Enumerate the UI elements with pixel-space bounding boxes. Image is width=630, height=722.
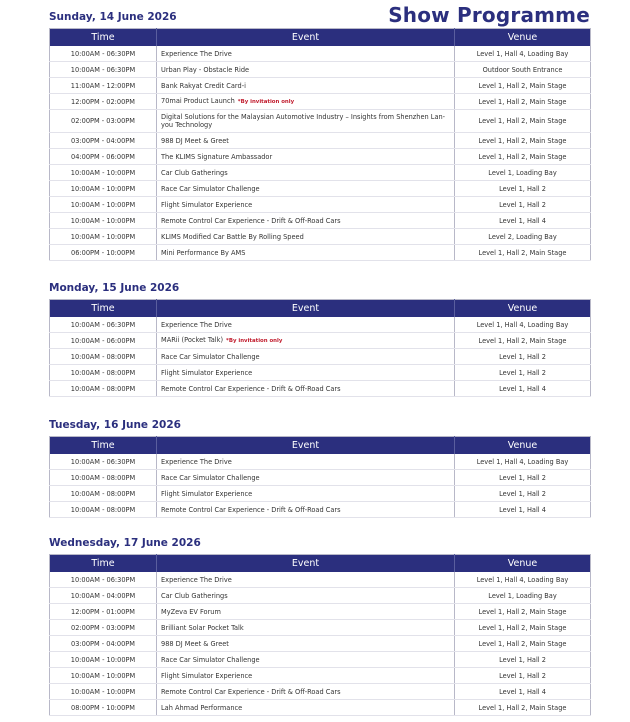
column-header-event: Event <box>157 555 455 573</box>
row-event-cell <box>157 149 455 165</box>
row-time: 10:00AM - 10:00PM <box>50 652 157 668</box>
table-row <box>50 470 591 486</box>
table-row <box>50 165 591 181</box>
row-time: 10:00AM - 10:00PM <box>50 197 157 213</box>
row-event: Remote Control Car Experience - Drift & Off-Road Cars <box>161 384 341 393</box>
row-event: MARii (Pocket Talk) <box>161 336 224 344</box>
row-event-cell <box>157 604 455 620</box>
row-event: Race Car Simulator Challenge <box>161 655 260 664</box>
table-row <box>50 181 591 197</box>
column-header-event: Event <box>157 29 455 47</box>
row-venue: Level 1, Hall 2, Main Stage <box>455 333 591 349</box>
row-time: 10:00AM - 10:00PM <box>50 181 157 197</box>
row-event-cell <box>157 78 455 94</box>
row-venue: Level 1, Hall 4 <box>455 502 591 518</box>
row-event: Bank Rakyat Credit Card-i <box>161 81 246 90</box>
row-event: Urban Play - Obstacle Ride <box>161 65 250 74</box>
row-event-cell <box>157 62 455 78</box>
day-heading: Sunday, 14 June 2026 <box>49 11 177 23</box>
column-header-venue: Venue <box>455 555 591 573</box>
row-time: 10:00AM - 06:30PM <box>50 62 157 78</box>
row-venue: Level 1, Hall 4, Loading Bay <box>455 572 591 588</box>
row-venue: Level 1, Hall 2, Main Stage <box>455 700 591 716</box>
row-event: Remote Control Car Experience - Drift & Off-Road Cars <box>161 687 341 696</box>
row-event: Lah Ahmad Performance <box>161 703 243 712</box>
row-event: MyZeva EV Forum <box>161 607 221 616</box>
table-header-row <box>50 29 591 47</box>
page-title: Show Programme <box>388 3 590 27</box>
column-header-event: Event <box>157 300 455 318</box>
row-event: Remote Control Car Experience - Drift & Off-Road Cars <box>161 216 341 225</box>
row-venue: Level 1, Hall 2, Main Stage <box>455 604 591 620</box>
row-event: Experience The Drive <box>161 49 232 58</box>
row-venue: Level 1, Hall 4 <box>455 381 591 397</box>
column-header-venue: Venue <box>455 300 591 318</box>
row-event: The KLIMS Signature Ambassador <box>161 152 273 161</box>
table-row <box>50 197 591 213</box>
table-row <box>50 454 591 470</box>
row-venue: Level 1, Hall 2 <box>455 652 591 668</box>
schedule-table <box>49 436 591 518</box>
table-row <box>50 604 591 620</box>
table-row <box>50 502 591 518</box>
row-event: Remote Control Car Experience - Drift & Off-Road Cars <box>161 505 341 514</box>
table-row <box>50 229 591 245</box>
row-time: 11:00AM - 12:00PM <box>50 78 157 94</box>
table-row <box>50 133 591 149</box>
row-time: 06:00PM - 10:00PM <box>50 245 157 261</box>
row-event-cell <box>157 46 455 62</box>
row-time: 10:00AM - 08:00PM <box>50 365 157 381</box>
row-event-cell <box>157 181 455 197</box>
day-section-monday <box>49 280 590 397</box>
row-time: 10:00AM - 06:30PM <box>50 454 157 470</box>
row-event: Mini Performance By AMS <box>161 248 246 257</box>
column-header-time: Time <box>50 29 157 47</box>
table-row <box>50 652 591 668</box>
row-venue: Level 1, Hall 2 <box>455 486 591 502</box>
table-row <box>50 365 591 381</box>
invitation-note: *By invitation only <box>237 99 295 105</box>
row-event-cell <box>157 588 455 604</box>
table-row <box>50 572 591 588</box>
schedule-table <box>49 554 591 716</box>
table-row <box>50 94 591 110</box>
row-time: 03:00PM - 04:00PM <box>50 133 157 149</box>
row-event-cell <box>157 94 455 110</box>
column-header-venue: Venue <box>455 29 591 47</box>
row-time: 10:00AM - 10:00PM <box>50 668 157 684</box>
row-time: 10:00AM - 08:00PM <box>50 349 157 365</box>
table-row <box>50 588 591 604</box>
row-event-cell <box>157 486 455 502</box>
row-event: Race Car Simulator Challenge <box>161 473 260 482</box>
row-time: 10:00AM - 10:00PM <box>50 213 157 229</box>
column-header-time: Time <box>50 437 157 455</box>
row-venue: Level 1, Hall 2 <box>455 349 591 365</box>
table-row <box>50 62 591 78</box>
row-venue: Level 1, Loading Bay <box>455 588 591 604</box>
row-event-cell <box>157 700 455 716</box>
row-event-cell <box>157 470 455 486</box>
row-time: 10:00AM - 04:00PM <box>50 588 157 604</box>
row-venue: Level 1, Hall 2, Main Stage <box>455 110 591 133</box>
table-row <box>50 333 591 349</box>
row-event-cell <box>157 197 455 213</box>
schedule-table <box>49 28 591 261</box>
day-heading: Tuesday, 16 June 2026 <box>49 419 181 431</box>
row-venue: Level 1, Loading Bay <box>455 165 591 181</box>
row-event-cell <box>157 229 455 245</box>
row-venue: Level 1, Hall 4 <box>455 684 591 700</box>
row-venue: Outdoor South Entrance <box>455 62 591 78</box>
row-time: 02:00PM - 03:00PM <box>50 110 157 133</box>
row-venue: Level 1, Hall 2 <box>455 181 591 197</box>
row-venue: Level 1, Hall 2 <box>455 470 591 486</box>
table-row <box>50 110 591 133</box>
row-event: Race Car Simulator Challenge <box>161 352 260 361</box>
row-event-cell <box>157 652 455 668</box>
row-event: Car Club Gatherings <box>161 591 228 600</box>
row-event-cell <box>157 133 455 149</box>
row-event: 988 DJ Meet & Greet <box>161 639 229 648</box>
row-time: 10:00AM - 06:00PM <box>50 333 157 349</box>
row-venue: Level 1, Hall 2 <box>455 365 591 381</box>
row-time: 08:00PM - 10:00PM <box>50 700 157 716</box>
row-time: 04:00PM - 06:00PM <box>50 149 157 165</box>
row-event: Experience The Drive <box>161 320 232 329</box>
row-event: Experience The Drive <box>161 457 232 466</box>
row-time: 02:00PM - 03:00PM <box>50 620 157 636</box>
row-event: 988 DJ Meet & Greet <box>161 136 229 145</box>
row-time: 10:00AM - 08:00PM <box>50 470 157 486</box>
row-venue: Level 1, Hall 2, Main Stage <box>455 78 591 94</box>
row-venue: Level 1, Hall 2, Main Stage <box>455 636 591 652</box>
row-time: 12:00PM - 02:00PM <box>50 94 157 110</box>
row-time: 10:00AM - 06:30PM <box>50 572 157 588</box>
day-heading: Wednesday, 17 June 2026 <box>49 537 201 549</box>
row-event: Flight Simulator Experience <box>161 368 253 377</box>
table-row <box>50 684 591 700</box>
row-event-cell <box>157 684 455 700</box>
table-row <box>50 636 591 652</box>
row-event-cell <box>157 245 455 261</box>
invitation-note: *By invitation only <box>226 338 283 344</box>
schedule-table <box>49 299 591 397</box>
row-event-cell <box>157 636 455 652</box>
row-venue: Level 1, Hall 2 <box>455 668 591 684</box>
column-header-time: Time <box>50 555 157 573</box>
row-event-cell <box>157 165 455 181</box>
row-event-cell <box>157 333 455 349</box>
row-time: 03:00PM - 04:00PM <box>50 636 157 652</box>
day-section-wednesday <box>49 535 590 716</box>
table-row <box>50 349 591 365</box>
row-time: 12:00PM - 01:00PM <box>50 604 157 620</box>
row-venue: Level 1, Hall 2 <box>455 197 591 213</box>
row-venue: Level 1, Hall 2, Main Stage <box>455 94 591 110</box>
row-event: Flight Simulator Experience <box>161 489 253 498</box>
row-time: 10:00AM - 06:30PM <box>50 317 157 333</box>
row-event-cell <box>157 620 455 636</box>
row-time: 10:00AM - 10:00PM <box>50 229 157 245</box>
row-time: 10:00AM - 08:00PM <box>50 502 157 518</box>
row-venue: Level 2, Loading Bay <box>455 229 591 245</box>
row-venue: Level 1, Hall 4, Loading Bay <box>455 46 591 62</box>
row-venue: Level 1, Hall 2, Main Stage <box>455 133 591 149</box>
table-row <box>50 149 591 165</box>
row-venue: Level 1, Hall 2, Main Stage <box>455 620 591 636</box>
column-header-venue: Venue <box>455 437 591 455</box>
row-time: 10:00AM - 08:00PM <box>50 486 157 502</box>
table-row <box>50 317 591 333</box>
table-row <box>50 78 591 94</box>
row-event-cell <box>157 110 455 133</box>
table-header-row <box>50 555 591 573</box>
row-venue: Level 1, Hall 4, Loading Bay <box>455 317 591 333</box>
table-row <box>50 46 591 62</box>
row-event: Brilliant Solar Pocket Talk <box>161 623 244 632</box>
table-row <box>50 213 591 229</box>
row-event-cell <box>157 317 455 333</box>
table-row <box>50 620 591 636</box>
column-header-event: Event <box>157 437 455 455</box>
row-venue: Level 1, Hall 4 <box>455 213 591 229</box>
table-row <box>50 381 591 397</box>
day-section-sunday <box>49 9 590 261</box>
row-event: KLIMS Modified Car Battle By Rolling Speed <box>161 232 304 241</box>
row-time: 10:00AM - 10:00PM <box>50 684 157 700</box>
row-time: 10:00AM - 08:00PM <box>50 381 157 397</box>
row-time: 10:00AM - 06:30PM <box>50 46 157 62</box>
day-heading: Monday, 15 June 2026 <box>49 282 180 294</box>
row-event-cell <box>157 668 455 684</box>
table-row <box>50 486 591 502</box>
row-event-cell <box>157 213 455 229</box>
table-header-row <box>50 437 591 455</box>
row-event: Car Club Gatherings <box>161 168 228 177</box>
row-event: 70mai Product Launch <box>161 97 235 105</box>
row-event-cell <box>157 572 455 588</box>
row-event-cell <box>157 502 455 518</box>
table-header-row <box>50 300 591 318</box>
row-event: Flight Simulator Experience <box>161 200 253 209</box>
column-header-time: Time <box>50 300 157 318</box>
day-section-tuesday <box>49 417 590 518</box>
row-venue: Level 1, Hall 2, Main Stage <box>455 149 591 165</box>
row-event-cell <box>157 349 455 365</box>
row-venue: Level 1, Hall 2, Main Stage <box>455 245 591 261</box>
row-event-cell <box>157 381 455 397</box>
table-row <box>50 700 591 716</box>
table-row <box>50 245 591 261</box>
row-event-cell <box>157 365 455 381</box>
row-event-cell <box>157 454 455 470</box>
table-row <box>50 668 591 684</box>
row-event: Experience The Drive <box>161 575 232 584</box>
row-time: 10:00AM - 10:00PM <box>50 165 157 181</box>
row-event: Digital Solutions for the Malaysian Automotive Industry – Insights from Shenzhen Lan-you Technology <box>161 113 446 129</box>
row-venue: Level 1, Hall 4, Loading Bay <box>455 454 591 470</box>
row-event: Race Car Simulator Challenge <box>161 184 260 193</box>
row-event: Flight Simulator Experience <box>161 671 253 680</box>
